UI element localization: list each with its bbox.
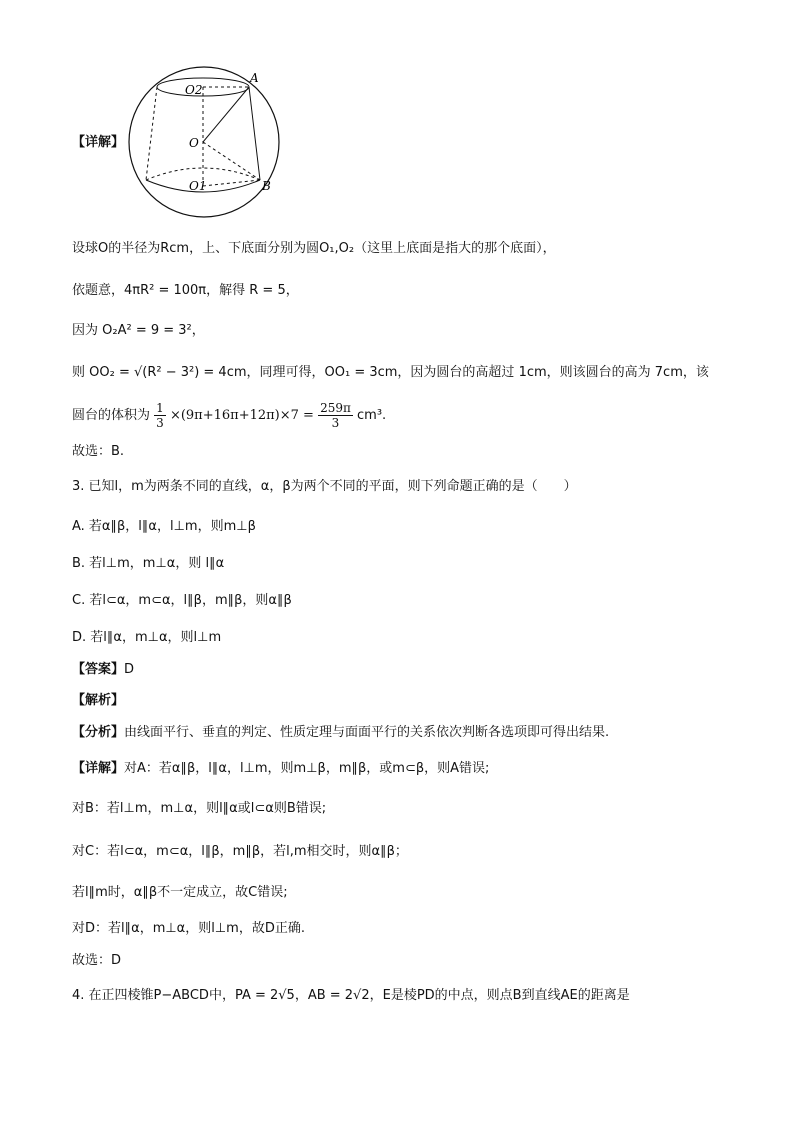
analysis-label: 【解析】 — [72, 693, 125, 708]
fraction-one-third — [154, 401, 166, 430]
fraction-numerator: 1 — [156, 401, 164, 415]
answer-value: D — [124, 662, 135, 677]
xiangjie-line-d: 对D：若l∥α，m⊥α，则l⊥m，故D正确. — [72, 921, 305, 936]
fraction-result — [318, 401, 353, 430]
label-o: O — [189, 136, 199, 150]
question-3-stem: 3. 已知l，m为两条不同的直线，α，β为两个不同的平面，则下列命题正确的是（ ） — [72, 479, 577, 494]
question-4-stem: 4. 在正四棱锥P−ABCD中，PA = 2√5，AB = 2√2，E是棱PD的中点，则点B到直线AE的距离是 — [72, 988, 630, 1003]
solution-line-5 — [72, 398, 386, 434]
final-answer: 故选：D — [72, 953, 122, 968]
label-b: B — [262, 179, 271, 193]
label-o2: O2 — [185, 83, 203, 97]
solution-line-1: 设球O的半径为Rcm，上、下底面分别为圆O₁,O₂（这里上底面是指大的那个底面）， — [72, 241, 556, 256]
xiangjie-label: 【详解】 — [72, 761, 125, 776]
solution-line-2: 依题意，4πR² = 100π，解得 R = 5， — [72, 283, 299, 298]
fenxi-line — [72, 724, 609, 742]
option-d: D. 若l∥α，m⊥α，则l⊥m — [72, 630, 222, 645]
volume-prefix: 圆台的体积为 — [72, 408, 151, 423]
xiangjie-line-a — [72, 760, 489, 778]
fraction-denominator: 3 — [156, 416, 164, 430]
fenxi-text: 由线面平行、垂直的判定、性质定理与面面平行的关系依次判断各选项即可得出结果. — [124, 725, 610, 740]
answer-line — [72, 661, 134, 679]
option-a: A. 若α∥β，l∥α，l⊥m，则m⊥β — [72, 519, 256, 534]
solution-answer: 故选：B. — [72, 444, 125, 459]
volume-unit: cm³. — [357, 408, 387, 423]
option-c: C. 若l⊂α，m⊂α，l∥β，m∥β，则α∥β — [72, 593, 292, 608]
solution-line-4: 则 OO₂ = √(R² − 3²) = 4cm，同理可得，OO₁ = 3cm，因为圆台的高超过 1cm，则该圆台的高为 7cm，该 — [72, 365, 709, 380]
label-o1: O1 — [189, 179, 207, 193]
figure-label: 【详解】 — [72, 135, 125, 150]
answer-label: 【答案】 — [72, 662, 125, 677]
sphere-outline — [129, 67, 279, 217]
xiangjie-line-b: 对B：若l⊥m，m⊥α，则l∥α或l⊂α则B错误; — [72, 801, 327, 816]
fenxi-label: 【分析】 — [72, 725, 125, 740]
xiangjie-line-c: 对C：若l⊂α，m⊂α，l∥β，m∥β，若l,m相交时，则α∥β； — [72, 844, 408, 859]
volume-expression: ×(9π+16π+12π)×7 = — [169, 408, 314, 423]
solution-line-3: 因为 O₂A² = 9 = 3²， — [72, 323, 205, 338]
frustum-right-side — [249, 87, 260, 180]
xiangjie-a-text: 对A：若α∥β，l∥α，l⊥m，则m⊥β，m∥β，或m⊂β，则A错误; — [124, 761, 490, 776]
fraction-numerator: 259π — [320, 401, 351, 415]
frustum-in-sphere-figure — [128, 62, 288, 222]
option-b: B. 若l⊥m，m⊥α，则 l∥α — [72, 556, 225, 571]
xiangjie-line-c2: 若l∥m时，α∥β不一定成立，故C错误; — [72, 885, 288, 900]
radius-ob — [203, 142, 260, 180]
fraction-denominator: 3 — [331, 416, 340, 430]
label-a: A — [250, 71, 259, 85]
frustum-left-side — [146, 87, 157, 180]
